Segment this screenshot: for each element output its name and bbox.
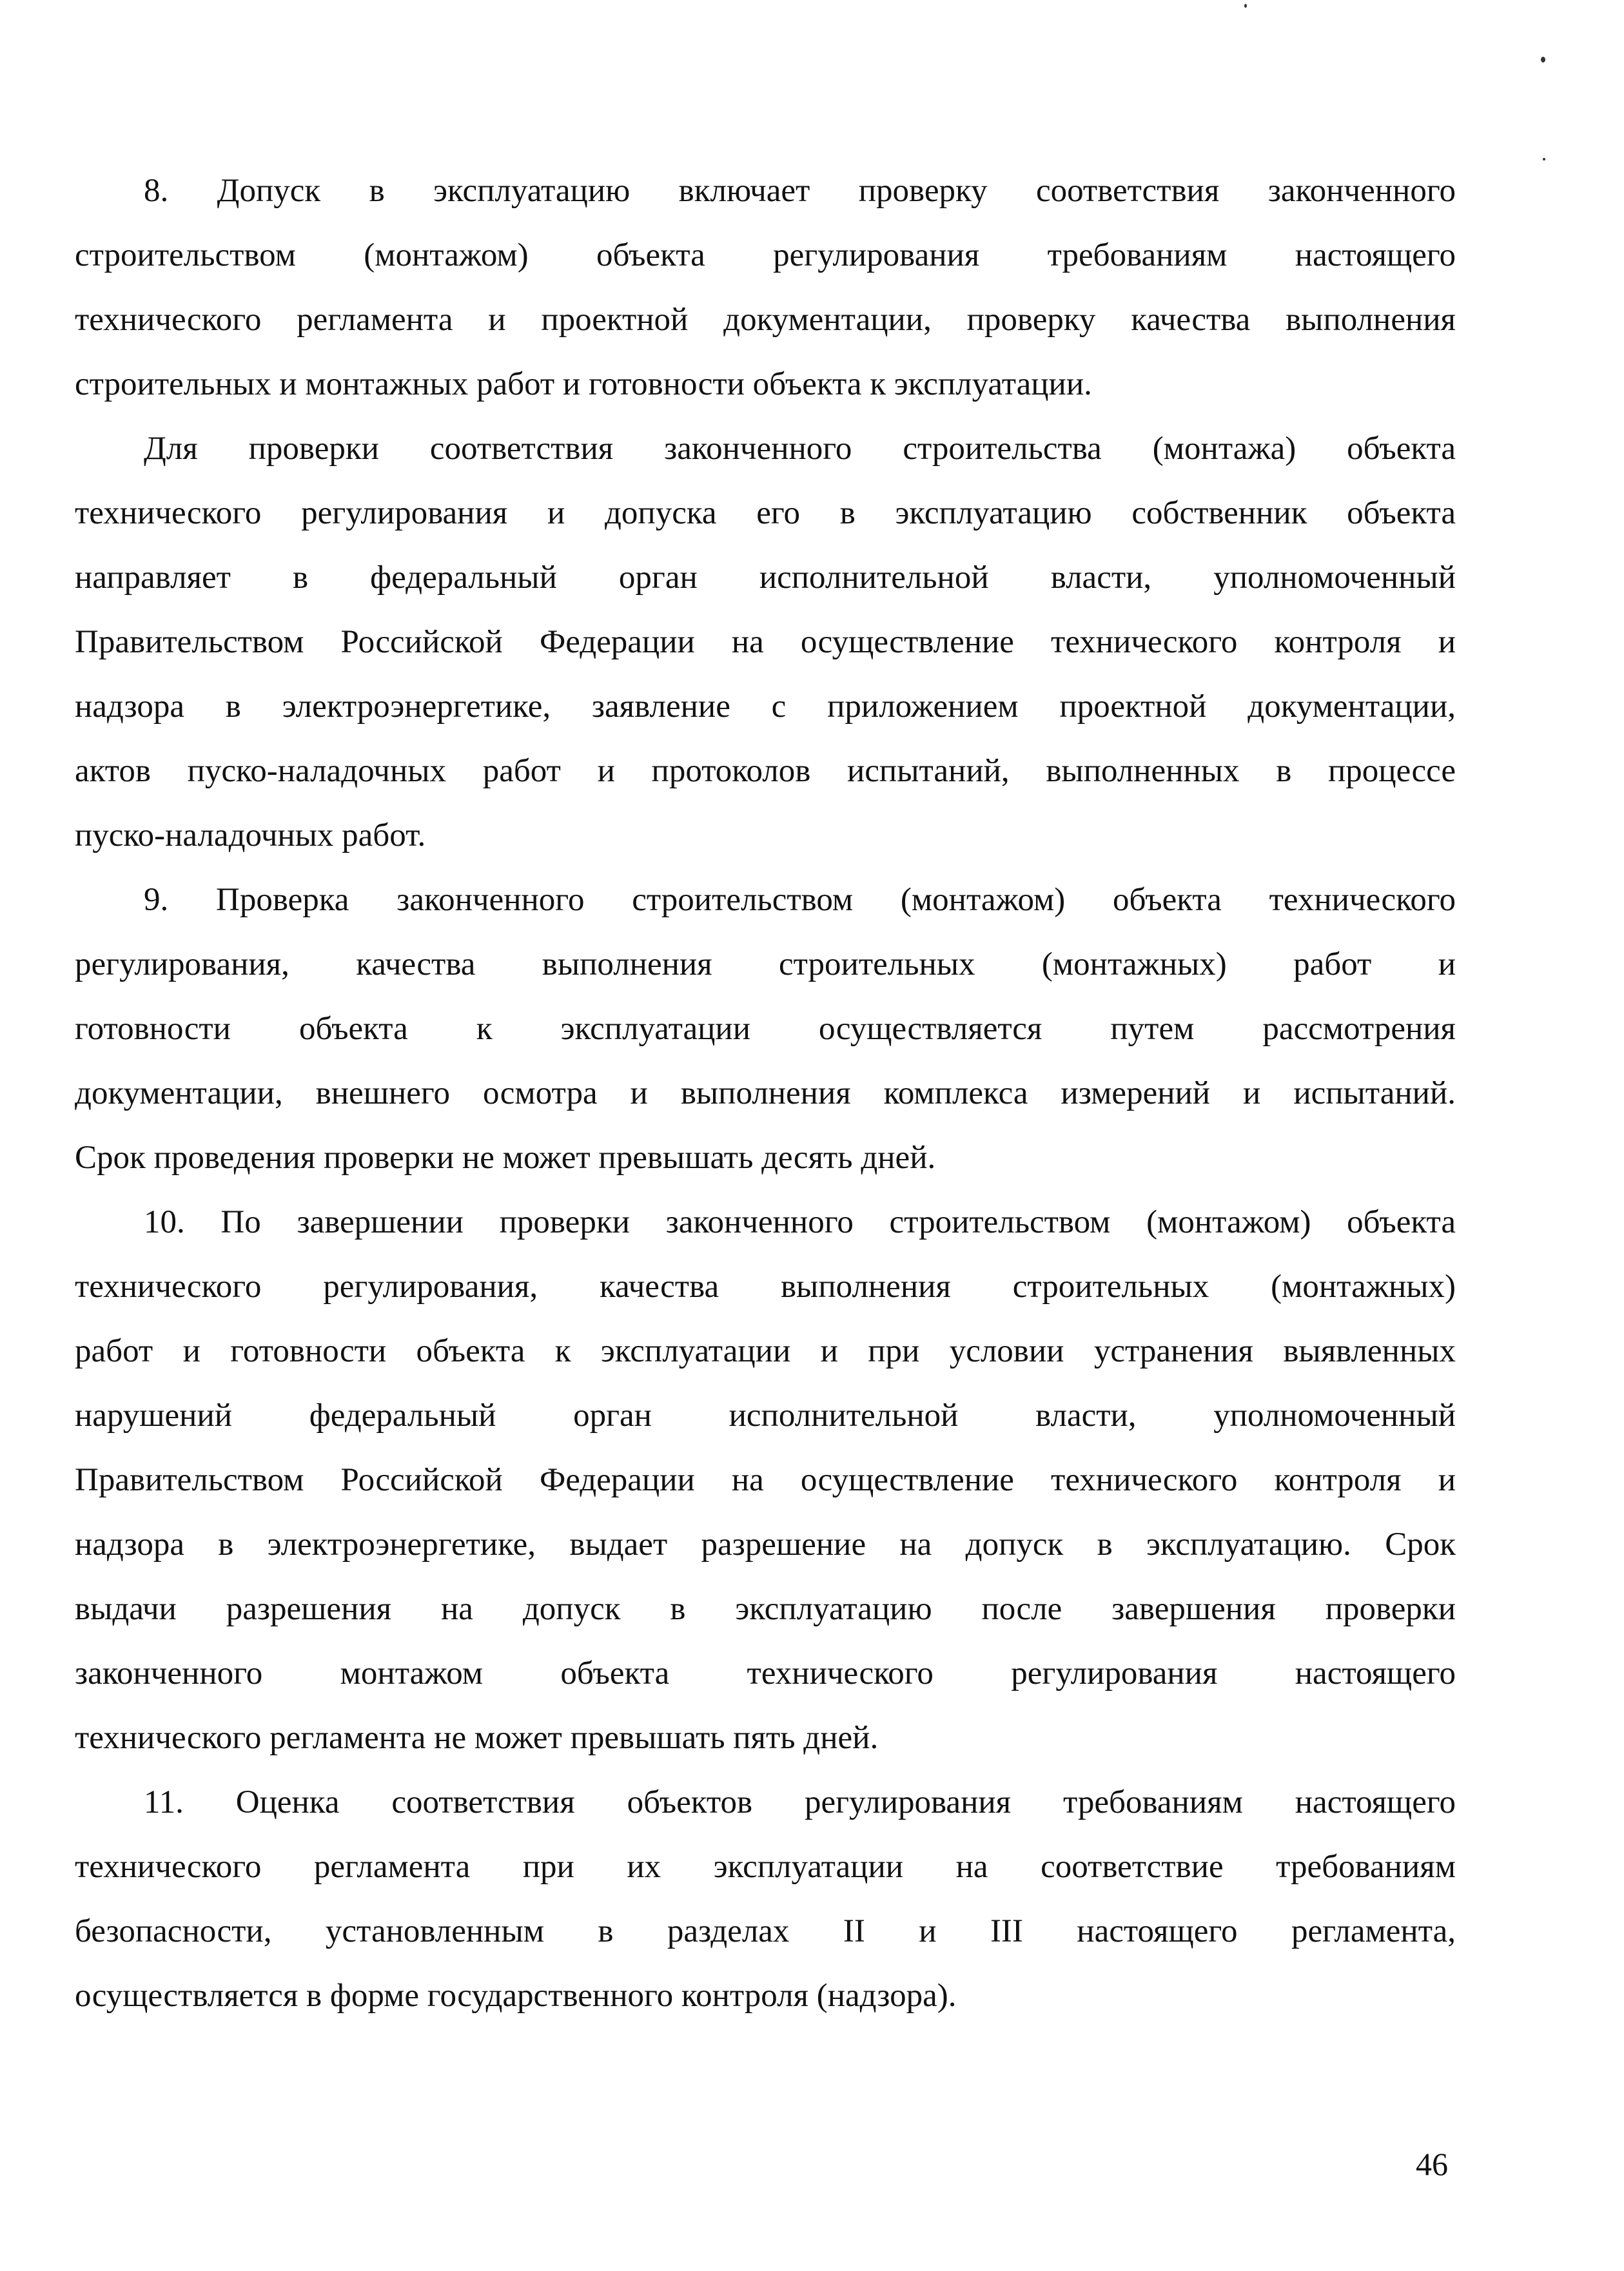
text-line: надзора в электроэнергетике, выдает разрешение на допуск в эксплуатацию. Срок xyxy=(75,1526,1456,1563)
text-line: технического регламента при их эксплуатации на соответствие требованиям xyxy=(75,1849,1456,1885)
text-line: надзора в электроэнергетике, заявление с приложением проектной документации, xyxy=(75,688,1456,725)
text-line: технического регулирования, качества выполнения строительных (монтажных) xyxy=(75,1269,1456,1305)
text-line: строительных и монтажных работ и готовности объекта к эксплуатации. xyxy=(75,366,1092,402)
text-line: регулирования, качества выполнения строительных (монтажных) работ и xyxy=(75,946,1456,982)
scan-speck xyxy=(1244,4,1247,8)
paragraph xyxy=(75,868,1456,1190)
text-line: технического регламента и проектной документации, проверку качества выполнения xyxy=(75,302,1456,338)
paragraph xyxy=(75,159,1456,416)
text-line: выдачи разрешения на допуск в эксплуатацию после завершения проверки xyxy=(75,1591,1456,1627)
text-line: 11. Оценка соответствия объектов регулирования требованиям настоящего xyxy=(144,1784,1456,1820)
text-line: строительством (монтажом) объекта регулирования требованиям настоящего xyxy=(75,237,1456,273)
text-line: Правительством Российской Федерации на осуществление технического контроля и xyxy=(75,1462,1456,1498)
text-line: нарушений федеральный орган исполнительной власти, уполномоченный xyxy=(75,1398,1456,1434)
text-line: 8. Допуск в эксплуатацию включает проверку соответствия законченного xyxy=(144,173,1456,209)
scan-speck xyxy=(1541,57,1545,63)
paragraph xyxy=(75,1770,1456,2028)
text-line: осуществляется в форме государственного контроля (надзора). xyxy=(75,1978,957,2014)
text-line: Правительством Российской Федерации на осуществление технического контроля и xyxy=(75,624,1456,660)
text-line: направляет в федеральный орган исполнительной власти, уполномоченный xyxy=(75,560,1456,596)
scan-speck xyxy=(1543,158,1545,161)
text-line: работ и готовности объекта к эксплуатации и при условии устранения выявленных xyxy=(75,1333,1456,1369)
page-number: 46 xyxy=(1416,2146,1448,2182)
text-line: технического регулирования и допуска его в эксплуатацию собственник объекта xyxy=(75,495,1456,531)
paragraph xyxy=(75,416,1456,868)
text-line: 9. Проверка законченного строительством (монтажом) объекта технического xyxy=(144,882,1456,918)
document-body xyxy=(75,159,1456,2028)
text-line: Для проверки соответствия законченного строительства (монтажа) объекта xyxy=(144,431,1456,467)
text-line: готовности объекта к эксплуатации осуществляется путем рассмотрения xyxy=(75,1011,1456,1047)
text-line: законченного монтажом объекта технического регулирования настоящего xyxy=(75,1655,1456,1691)
text-line: документации, внешнего осмотра и выполнения комплекса измерений и испытаний. xyxy=(75,1075,1456,1111)
text-line: 10. По завершении проверки законченного строительством (монтажом) объекта xyxy=(144,1204,1456,1240)
text-line: Срок проведения проверки не может превышать десять дней. xyxy=(75,1140,936,1176)
text-line: пуско-наладочных работ. xyxy=(75,817,426,853)
text-line: технического регламента не может превышать пять дней. xyxy=(75,1720,879,1756)
text-line: актов пуско-наладочных работ и протоколов испытаний, выполненных в процессе xyxy=(75,753,1456,789)
text-line: безопасности, установленным в разделах II и III настоящего регламента, xyxy=(75,1913,1456,1949)
paragraph xyxy=(75,1190,1456,1770)
